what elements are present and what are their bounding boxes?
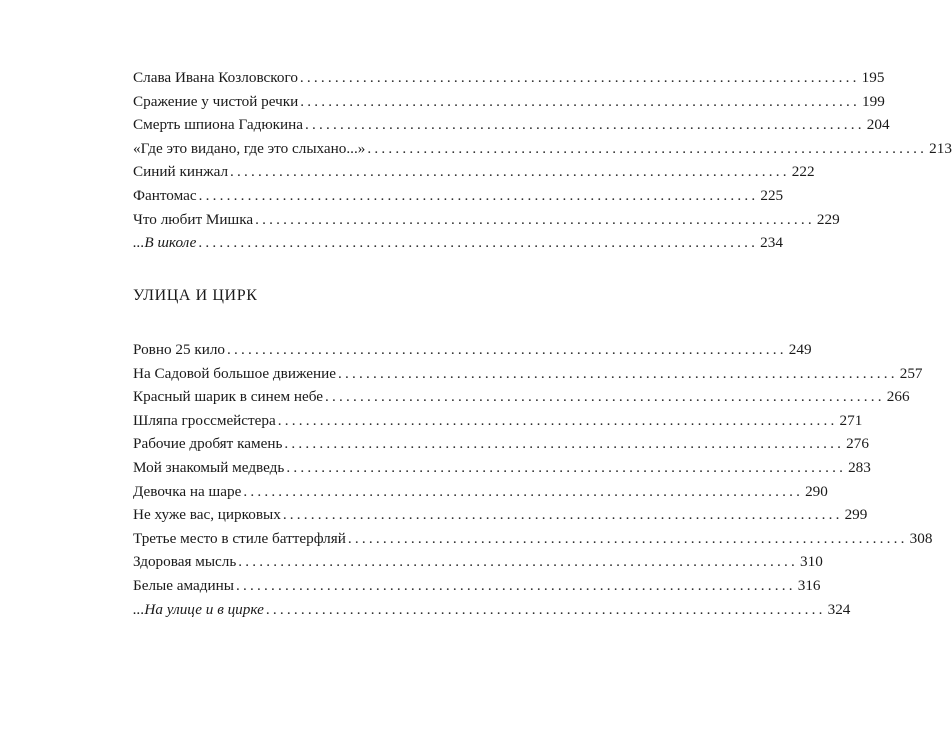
toc-entry-page-number: 310 bbox=[800, 553, 823, 571]
toc-entry bbox=[133, 456, 871, 480]
toc-leader-dots: ................................................................................ bbox=[367, 139, 928, 157]
toc-entry-page-number: 195 bbox=[861, 69, 885, 86]
toc-leader-dots: ................................................................................ bbox=[230, 163, 790, 181]
toc-entry-title: ...На улице и в цирке bbox=[133, 600, 264, 618]
toc-entry-title: Что любит Мишка bbox=[133, 210, 254, 228]
toc-entry bbox=[133, 385, 910, 409]
toc-entry bbox=[133, 184, 784, 208]
toc-leader-dots: ................................................................................ bbox=[235, 576, 796, 594]
toc-entry-page-number: 199 bbox=[862, 92, 885, 110]
toc-entry-page-number: 308 bbox=[909, 529, 933, 547]
toc-leader-dots: ................................................................................ bbox=[277, 411, 838, 429]
toc-leader-dots: ................................................................................ bbox=[243, 482, 804, 500]
toc-leader-dots: ................................................................................ bbox=[265, 600, 826, 618]
toc-entry-title: Здоровая мысль bbox=[133, 553, 237, 571]
toc-leader-dots: ................................................................................ bbox=[325, 388, 885, 406]
toc-entry bbox=[133, 409, 863, 433]
toc-entry-title: Белые амадины bbox=[133, 576, 234, 594]
toc-leader-dots: ................................................................................ bbox=[227, 341, 787, 358]
toc-entry-title: Сражение у чистой речки bbox=[133, 92, 299, 110]
toc-entry-page-number: 283 bbox=[848, 458, 871, 476]
toc-leader-dots: ................................................................................ bbox=[300, 92, 860, 110]
toc-entry-title: Смерть шпиона Гадюкина bbox=[133, 116, 304, 134]
toc-entry bbox=[133, 90, 885, 114]
toc-leader-dots: ................................................................................ bbox=[305, 116, 865, 134]
toc-entry-title: «Где это видано, где это слыхано...» bbox=[133, 139, 366, 157]
toc-leader-dots: ................................................................................ bbox=[286, 458, 847, 476]
toc-entry bbox=[133, 231, 783, 255]
toc-leader-dots: ................................................................................ bbox=[198, 186, 759, 204]
toc-leader-dots: ................................................................................ bbox=[282, 506, 843, 524]
toc-entry-title: Слава Ивана Козловского bbox=[133, 69, 298, 86]
toc-entry-page-number: 316 bbox=[797, 576, 821, 594]
toc-entry-page-number: 324 bbox=[827, 600, 851, 618]
toc-entry-title: На Садовой большое движение bbox=[133, 364, 336, 382]
toc-entry-page-number: 290 bbox=[805, 482, 828, 500]
toc-entry-page-number: 257 bbox=[899, 364, 923, 382]
toc-leader-dots: ................................................................................ bbox=[284, 435, 845, 453]
toc-entry bbox=[133, 160, 815, 184]
toc-entry-page-number: 299 bbox=[844, 506, 868, 524]
toc-entry bbox=[133, 480, 828, 504]
toc-leader-dots: ................................................................................ bbox=[337, 364, 898, 382]
toc-entry-title: Синий кинжал bbox=[133, 163, 229, 181]
toc-section-2-list bbox=[133, 338, 933, 621]
toc-entry-page-number: 276 bbox=[846, 435, 869, 453]
toc-entry-title: Шляпа гроссмейстера bbox=[133, 411, 276, 429]
toc-entry bbox=[133, 362, 923, 386]
toc-entry-title: Не хуже вас, цирковых bbox=[133, 506, 281, 524]
toc-entry-page-number: 204 bbox=[866, 116, 890, 134]
toc-entry-page-number: 249 bbox=[788, 341, 812, 358]
toc-entry-page-number: 229 bbox=[816, 210, 840, 228]
toc-entry bbox=[133, 432, 869, 456]
toc-entry bbox=[133, 574, 821, 598]
toc-entry bbox=[133, 598, 851, 622]
toc-leader-dots: ................................................................................ bbox=[255, 210, 815, 228]
toc-entry bbox=[133, 208, 840, 232]
toc-entry bbox=[133, 527, 933, 551]
toc-leader-dots: ................................................................................ bbox=[198, 234, 759, 252]
toc-entry-page-number: 222 bbox=[791, 163, 815, 181]
toc-entry-title: Мой знакомый медведь bbox=[133, 458, 285, 476]
toc-leader-dots: ................................................................................ bbox=[299, 69, 860, 86]
toc-entry-title: Девочка на шаре bbox=[133, 482, 242, 500]
toc-entry-page-number: 213 bbox=[929, 139, 952, 157]
toc-leader-dots: ................................................................................ bbox=[347, 529, 908, 547]
toc-entry-title: Фантомас bbox=[133, 186, 197, 204]
toc-entry-page-number: 271 bbox=[839, 411, 863, 429]
toc-entry-title: Красный шарик в синем небе bbox=[133, 388, 324, 406]
toc-entry-title: Рабочие дробят камень bbox=[133, 435, 283, 453]
toc-entry-page-number: 225 bbox=[760, 186, 784, 204]
toc-entry-title: ...В школе bbox=[133, 234, 197, 252]
toc-entry bbox=[133, 66, 885, 90]
toc-entry-title: Третье место в стиле баттерфляй bbox=[133, 529, 346, 547]
toc-entry bbox=[133, 338, 812, 362]
toc-entry-page-number: 234 bbox=[760, 234, 783, 252]
toc-leader-dots: ................................................................................ bbox=[238, 553, 799, 571]
toc-entry-page-number: 266 bbox=[886, 388, 910, 406]
toc-entry bbox=[133, 503, 868, 527]
toc-entry bbox=[133, 137, 952, 161]
toc-section-1-list bbox=[133, 66, 952, 255]
toc-entry bbox=[133, 113, 890, 137]
toc-entry bbox=[133, 550, 823, 574]
section-heading: УЛИЦА И ЦИРК bbox=[133, 287, 258, 304]
toc-entry-title: Ровно 25 кило bbox=[133, 341, 226, 358]
